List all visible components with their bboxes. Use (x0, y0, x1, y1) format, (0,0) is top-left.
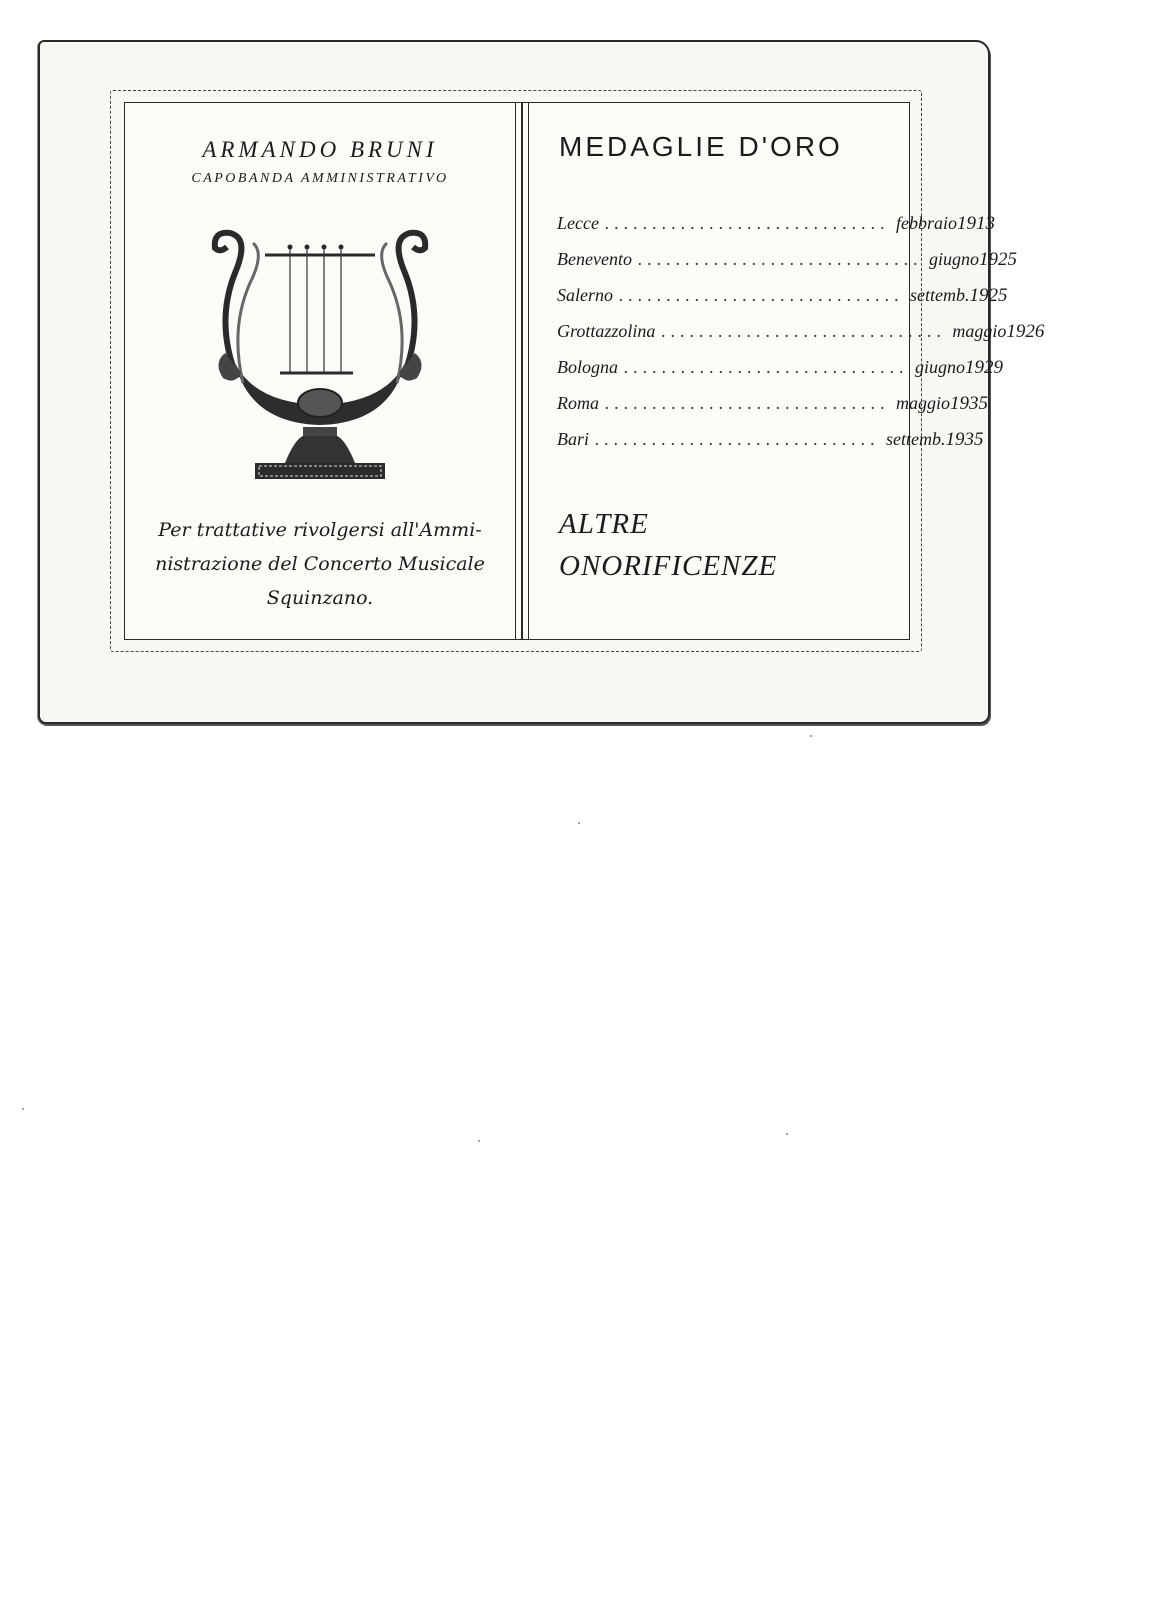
medal-year: 1935 (945, 429, 984, 450)
leader-dots: .............................. (604, 213, 890, 233)
medal-month: settemb. (886, 429, 946, 449)
medal-row (557, 285, 1008, 321)
medal-year: 1913 (956, 213, 995, 234)
medal-year: 1926 (1006, 321, 1045, 342)
medal-month: giugno (915, 357, 966, 377)
leader-dots: .............................. (624, 357, 909, 377)
bandmaster-name: ARMANDO BRUNI (202, 137, 438, 162)
medal-month: giugno (928, 249, 979, 269)
medal-city: Salerno (557, 285, 613, 305)
medal-year: 1935 (950, 393, 988, 414)
medal-city: Grottazzolina (557, 321, 656, 341)
medal-city: Roma (557, 393, 599, 413)
contact-line: nistrazione del Concerto Musicale (155, 553, 485, 575)
medal-city: Benevento (557, 249, 632, 269)
scan-speck (22, 1108, 24, 1110)
medal-year: 1925 (969, 285, 1008, 306)
medal-city: Lecce (557, 213, 599, 233)
bandmaster-role: CAPOBANDA AMMINISTRATIVO (191, 171, 449, 186)
right-panel (529, 103, 1045, 639)
leader-dots: .............................. (605, 393, 890, 413)
medal-row (557, 393, 988, 429)
medal-row (557, 429, 984, 465)
scan-speck (786, 1133, 788, 1135)
medal-year: 1929 (965, 357, 1004, 378)
card-inner-frame (124, 102, 1045, 640)
medal-city: Bari (557, 429, 590, 449)
scan-speck (578, 822, 580, 824)
medals-title: MEDAGLIE D'ORO (559, 131, 843, 162)
contact-note (145, 513, 495, 615)
scan-speck (810, 735, 812, 737)
medal-month: settemb. (910, 285, 970, 305)
lyre-icon (195, 213, 445, 493)
leader-dots: .............................. (661, 321, 947, 341)
medal-row (557, 357, 1004, 393)
other-honors-title (559, 503, 777, 587)
other-honors-line: ALTRE (559, 508, 649, 540)
leader-dots: .............................. (595, 429, 881, 449)
scan-speck (478, 1140, 480, 1142)
medal-list (557, 213, 1045, 465)
medal-row (557, 321, 1045, 357)
medal-city: Bologna (557, 357, 618, 377)
medal-row (557, 249, 1017, 285)
medal-month: maggio (896, 393, 950, 413)
center-divider (515, 103, 529, 639)
scanned-card (38, 40, 1045, 724)
other-honors-line: ONORIFICENZE (559, 550, 778, 582)
medal-month: febbraio (895, 213, 957, 233)
leader-dots: .............................. (637, 249, 923, 269)
left-panel (125, 103, 515, 639)
leader-dots: .............................. (619, 285, 904, 305)
medal-row (557, 213, 995, 249)
contact-line: Per trattative rivolgersi all'Ammi- (158, 519, 482, 541)
medal-month: maggio (952, 321, 1007, 341)
contact-line: Squinzano. (266, 587, 374, 609)
medal-year: 1925 (978, 249, 1017, 270)
